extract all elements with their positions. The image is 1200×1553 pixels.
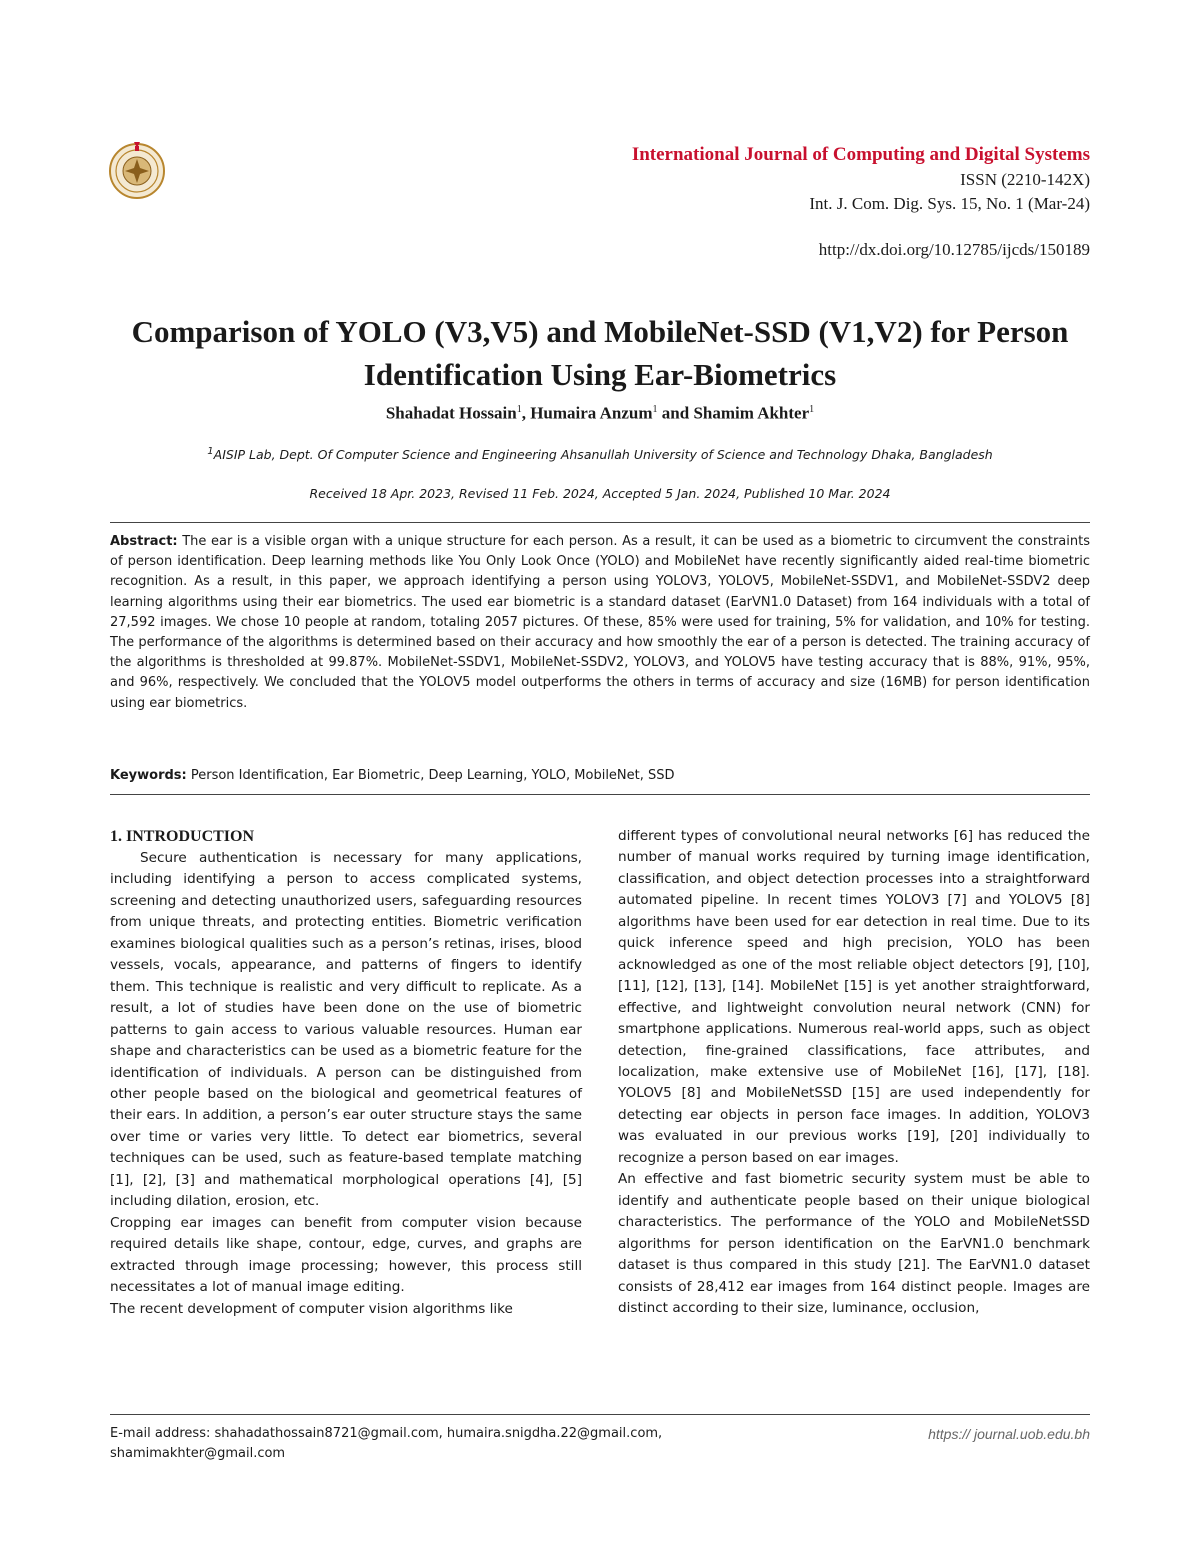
affiliation-text: AISIP Lab, Dept. Of Computer Science and Engineering Ahsanullah University of Science and Technology Dhaka, Bangladesh: [213, 447, 993, 463]
author-affiliation-mark: 1: [652, 404, 658, 415]
author-name: Shamim Akhter: [693, 403, 810, 423]
abstract-text: The ear is a visible organ with a unique structure for each person. As a result, it can be used as a biometric to circumvent the constraints of person identification. Deep learning methods like You Only Look Once (YOLO) and MobileNet have recently significantly aided real-time biometric recognition. As a result, in this paper, we approach identifying a person using YOLOV3, YOLOV5, MobileNet-SSDV1, and MobileNet-SSDV2 deep learning algorithms using their ear biometrics. The used ear biometric is a standard dataset (EarVN1.0 Dataset) from 164 individuals with a total of 27,592 images. We chose 10 people at random, totaling 2057 pictures. Of these, 85% were used for training, 5% for validation, and 10% for testing. The performance of the algorithms is determined based on their accuracy and how smoothly the ear of a person is detected. The training accuracy of the algorithms is thresholded at 99.87%. MobileNet-SSDV1, MobileNet-SSDV2, YOLOV3, and YOLOV5 have testing accuracy that is 88%, 91%, 95%, and 96%, respectively. We concluded that the YOLOV5 model outperforms the others in terms of accuracy and size (16MB) for person identification using ear biometrics.: [110, 534, 1090, 711]
divider: [110, 794, 1090, 795]
journal-name: International Journal of Computing and Digital Systems: [631, 144, 1090, 165]
left-column: [110, 826, 582, 1320]
journal-url[interactable]: https:// journal.uob.edu.bh: [928, 1426, 1090, 1442]
abstract-label: Abstract:: [110, 534, 178, 549]
journal-issn: ISSN (2210-142X): [960, 170, 1090, 189]
journal-citation: Int. J. Com. Dig. Sys. 15, No. 1 (Mar-24): [809, 194, 1090, 213]
footer-divider: [110, 1414, 1090, 1415]
paragraph: Cropping ear images can benefit from computer vision because required details like shape, contour, edge, curves, and graphs are extracted through image processing; however, this process still necessitates a lot of manual image editing.: [110, 1214, 582, 1296]
paragraph: An effective and fast biometric security system must be able to identify and authenticate people based on their unique biological characteristics. The performance of the YOLO and MobileNetSSD algorithms for person identification on the EarVN1.0 benchmark dataset is thus compared in this study [21]. The EarVN1.0 dataset consists of 28,412 ear images from 164 distinct people. Images are distinct according to their size, luminance, occlusion,: [618, 1171, 1090, 1316]
journal-header: [632, 142, 1090, 216]
keywords: [110, 766, 1090, 786]
affiliation-mark: 1: [207, 446, 214, 457]
footer-email: [110, 1424, 810, 1464]
right-column: [618, 826, 1090, 1319]
university-seal-icon: [106, 138, 168, 200]
author-separator: and: [657, 403, 694, 423]
email-line[interactable]: E-mail address: shahadathossain8721@gmail.com, humaira.snigdha.22@gmail.com,: [110, 1426, 663, 1441]
doi-link[interactable]: http://dx.doi.org/10.12785/ijcds/150189: [818, 240, 1090, 259]
keywords-text: Person Identification, Ear Biometric, Deep Learning, YOLO, MobileNet, SSD: [186, 768, 675, 783]
affiliation: [80, 442, 1120, 465]
keywords-label: Keywords:: [110, 768, 187, 783]
author-affiliation-mark: 1: [516, 404, 522, 415]
author-name: Humaira Anzum: [530, 403, 653, 423]
email-line[interactable]: shamimakhter@gmail.com: [110, 1446, 286, 1461]
author-name: Shahadat Hossain: [385, 403, 517, 423]
paragraph: Secure authentication is necessary for many applications, including identifying a person to access complicated systems, screening and detecting unauthorized users, safeguarding resources from unique threats, and protecting entities. Biometric verification examines biological qualities such as a person’s retinas, irises, blood vessels, vocals, appearance, and patterns of fingers to identify them. This technique is realistic and very difficult to replicate. As a result, a lot of studies have been done on the use of biometric patterns to gain access to various valuable resources. Human ear shape and characteristics can be used as a biometric feature for the identification of individuals. A person can be distinguished from other people based on the biological and geometrical features of their ears. In addition, a person’s ear outer structure stays the same over time or varies very little. To detect ear biometrics, several techniques can be used, such as feature-based template matching [1], [2], [3] and mathematical morphological operations [4], [5] including dilation, erosion, etc.: [110, 850, 582, 1210]
author-separator: ,: [521, 403, 531, 423]
abstract: [110, 532, 1090, 714]
divider: [110, 522, 1090, 523]
author-list: [80, 398, 1120, 426]
section-heading: 1. INTRODUCTION: [110, 828, 255, 845]
publication-dates: Received 18 Apr. 2023, Revised 11 Feb. 2024, Accepted 5 Jan. 2024, Published 10 Mar. 2024: [309, 486, 891, 501]
paper-title: Comparison of YOLO (V3,V5) and MobileNet-SSD (V1,V2) for Person Identification Using Ear-Biometrics: [131, 314, 1069, 392]
paragraph: different types of convolutional neural networks [6] has reduced the number of manual works required by turning image identification, classification, and object detection processes into a straightforward automated pipeline. In recent times YOLOV3 [7] and YOLOV5 [8] algorithms have been used for ear detection in real time. Due to its quick inference speed and high precision, YOLO has been acknowledged as one of the most reliable object detectors [9], [10], [11], [12], [13], [14]. MobileNet [15] is yet another straightforward, effective, and lightweight convolution neural network (CNN) for smartphone applications. Numerous real-world apps, such as object detection, fine-grained classifications, face attributes, and localization, make extensive use of MobileNet [16], [17], [18]. YOLOV5 [8] and MobileNetSSD [15] are used independently for detecting ear objects in person face images. In addition, YOLOV3 was evaluated in our previous works [19], [20] individually to recognize a person based on ear images.: [618, 828, 1090, 1166]
paragraph: The recent development of computer vision algorithms like: [110, 1300, 513, 1317]
author-affiliation-mark: 1: [809, 404, 815, 415]
